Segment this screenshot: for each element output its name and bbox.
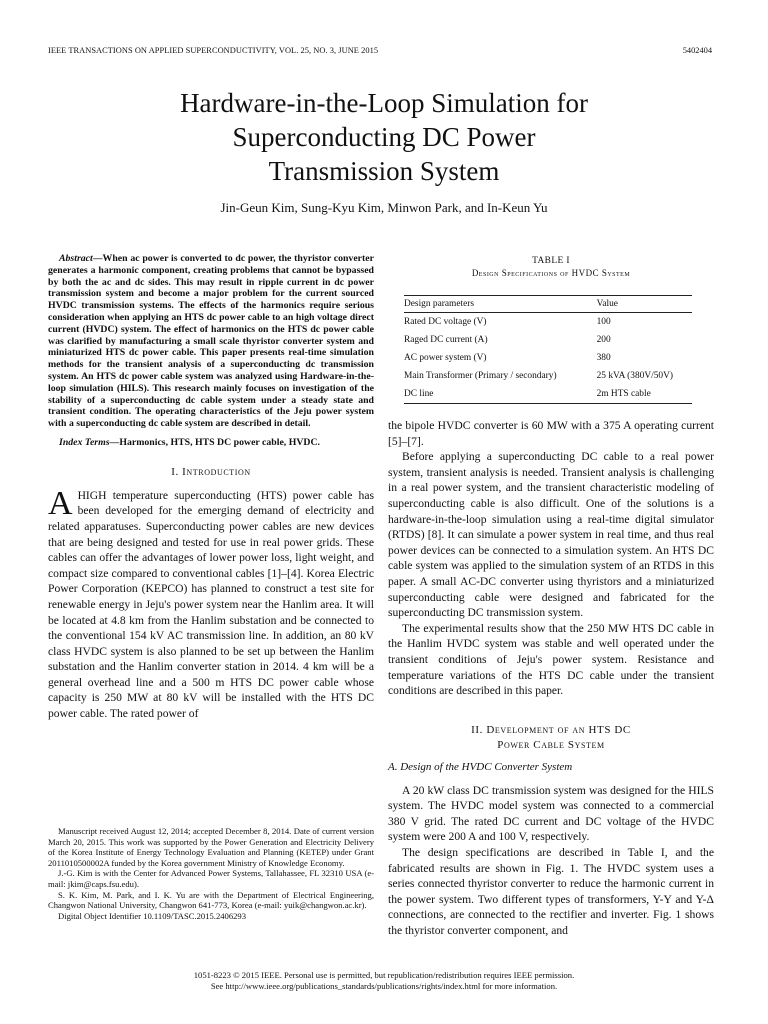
introduction-paragraph [48, 484, 374, 722]
table-cell: 200 [596, 335, 611, 345]
section2-paragraph-2: The design specifications are described in Table I, and the fabricated results are shown in Fig. 1. The HVDC system uses a series connected thyristor converter to reduce the harmonic current in the power system. Two different types of transformers, Y-Y and Y-Δ connections, are connected to the rectifier and inverter. Fig. 1 shows the thyristor converter component, and [388, 846, 714, 938]
section-heading-introduction: I. Introduction [171, 465, 251, 478]
section-heading-line-1: II. Development of an HTS DC [471, 723, 631, 736]
table-row [404, 385, 692, 404]
section2-paragraph-1: A 20 kW class DC transmission system was designed for the HILS system. The HVDC model system was connected to a commercial 380 V grid. The rated DC current and DC voltage of the HVDC system were 200 A and 100 V, respectively. [388, 783, 714, 844]
footnote-manuscript: Manuscript received August 12, 2014; accepted December 8, 2014. Date of current version March 20, 2015. This work was supported by the Power Generation and Electricity Delivery of the Korea Institute of Energy Technology Evaluation and Planning (KETEP) under Grant 2011010500002A funded by the Korea government Ministry of Knowledge Economy. [48, 826, 374, 868]
footnote-author-kim: J.-G. Kim is with the Center for Advanced Power Systems, Tallahassee, FL 32310 USA (e-mail: jkim@caps.fsu.edu). [48, 868, 374, 889]
table-cell: DC line [404, 385, 593, 404]
subsection-heading: A. Design of the HVDC Converter System [388, 760, 573, 773]
abstract [48, 253, 374, 430]
copyright-line-1: 1051-8223 © 2015 IEEE. Personal use is permitted, but republication/redistribution requires IEEE permission. [193, 970, 575, 980]
table-cell: 380 [596, 353, 611, 363]
abstract-lead: Abstract [59, 253, 93, 264]
table-header-parameters: Design parameters [404, 296, 593, 313]
introduction-text: HIGH temperature superconducting (HTS) power cable has been developed for the emerging demand of electricity and related apparatuses. Superconducting power cables are new devices that are being designed and tested for use in real power grids. These cables can offer the advantages of lower power loss, light weight, and compact size compared to conventional cables [1]–[4]. Korea Electric Power Corporation (KEPCO) has planned to construct a test site for renewable energy in Jeju's power system near the Hanlim area. It will be located at 4.8 km from the Hanlim substation and be connected to the conventional 154 kV AC transmission line. In addition, an 80 kV class HVDC system is also planned to be set up between the Hanlim substation and the Hanlim converter station in 2014. 4 km will be a general overhead line and a 500 m HTS DC power cable whose capacity is 250 MW at 80 kV will be installed with the HTS DC power cable. The rated power of [48, 488, 374, 721]
right-paragraph-3: The experimental results show that the 250 MW HTS DC cable in the Hanlim HVDC system was stable and well operated under the transient conditions of Jeju's power system. Resistance and temperature variations of the HTS DC cable under the transient conditions are described in this paper. [388, 621, 714, 698]
title-line-3: Transmission System [268, 156, 500, 186]
table-header-row [404, 296, 692, 313]
design-spec-table [404, 295, 692, 404]
copyright-footer [48, 970, 720, 992]
table-row [404, 367, 692, 385]
right-paragraph-1: the bipole HVDC converter is 60 MW with a 375 A operating current [5]–[7]. [388, 419, 714, 448]
drop-cap: A [48, 484, 73, 522]
index-terms-text: —Harmonics, HTS, HTS DC power cable, HVDC. [109, 436, 321, 448]
table-cell: Raged DC current (A) [404, 335, 488, 345]
running-header-journal: IEEE TRANSACTIONS ON APPLIED SUPERCONDUCTIVITY, VOL. 25, NO. 3, JUNE 2015 [48, 46, 379, 55]
table-cell: AC power system (V) [404, 353, 487, 363]
index-terms-lead: Index Terms [59, 436, 110, 448]
copyright-line-2: See http://www.ieee.org/publications_standards/publications/rights/index.html for more information. [210, 981, 558, 991]
table-row [404, 331, 692, 349]
table-row [404, 349, 692, 367]
paper-title [60, 86, 708, 188]
table-cell: Main Transformer (Primary / secondary) [404, 371, 557, 381]
abstract-text: —When ac power is converted to dc power, the thyristor converter generates a harmonic component, creating problems that cannot be bypassed by both the ac and dc sides. This may result in ripple current in dc power transmission system and become a major problem for the current sourced HVDC transmission systems. The effects of the harmonics require serious consideration when applying an HTS dc power cable to an high voltage direct current (HVDC) system. The effect of harmonics on the HTS dc power cable was clarified by manufacturing a small scale thyristor converter system and miniaturized HTS dc power cable. This paper presents real-time simulation methods for the transient analysis of a superconducting dc transmission system. An HTS dc power cable system was analyzed using Hardware-in-the-loop simulation (HILS). This research mainly focuses on investigation of the stability of a superconducting dc cable system under a steady state and transient condition. The operating characteristics of the Jeju power system with a superconducting dc cable system are described in detail. [48, 253, 374, 430]
section-heading-development [388, 723, 714, 753]
index-terms [48, 437, 374, 449]
table-cell: 25 kVA (380V/50V) [596, 371, 673, 381]
table-caption: TABLE I [532, 256, 570, 266]
author-list: Jin-Geun Kim, Sung-Kyu Kim, Minwon Park, and In-Keun Yu [220, 200, 548, 215]
table-cell: 100 [596, 317, 611, 327]
title-line-1: Hardware-in-the-Loop Simulation for [180, 88, 588, 118]
table-header-value: Value [593, 296, 692, 313]
table-cell: Rated DC voltage (V) [404, 317, 487, 327]
table-row [404, 313, 692, 332]
footnotes [48, 826, 374, 921]
running-header-page-number: 5402404 [682, 46, 712, 55]
footnote-doi: Digital Object Identifier 10.1109/TASC.2015.2406293 [58, 910, 247, 921]
right-column [388, 253, 714, 939]
table-cell: 2m HTS cable [593, 385, 692, 404]
left-column [48, 253, 374, 722]
table-subcaption: Design Specifications of HVDC System [471, 268, 631, 278]
title-line-2: Superconducting DC Power [232, 122, 536, 152]
section-heading-line-2: Power Cable System [497, 738, 605, 751]
right-paragraph-2: Before applying a superconducting DC cable to a real power system, transient analysis is needed. Transient analysis is challenging in a real power system, and the transient characteristic modeling of superconducting cable is also difficult. One of the solutions is a hardware-in-the-loop simulation using a real-time digital simulator (RTDS) [8]. It can simulate a power system in real time, and thus real power devices can be connected to a simulation system. An HTS DC cable system was applied to the simulation system of an RTDS in this paper. A small AC-DC converter using thyristors and a miniaturized superconducting cable were designed and fabricated for the superconducting DC transmission system. [388, 450, 714, 620]
footnote-authors-changwon: S. K. Kim, M. Park, and I. K. Yu are with the Department of Electrical Engineering, Changwon National University, Changwon 641-773, Korea (e-mail: yuik@changwon.ac.kr). [48, 889, 374, 911]
